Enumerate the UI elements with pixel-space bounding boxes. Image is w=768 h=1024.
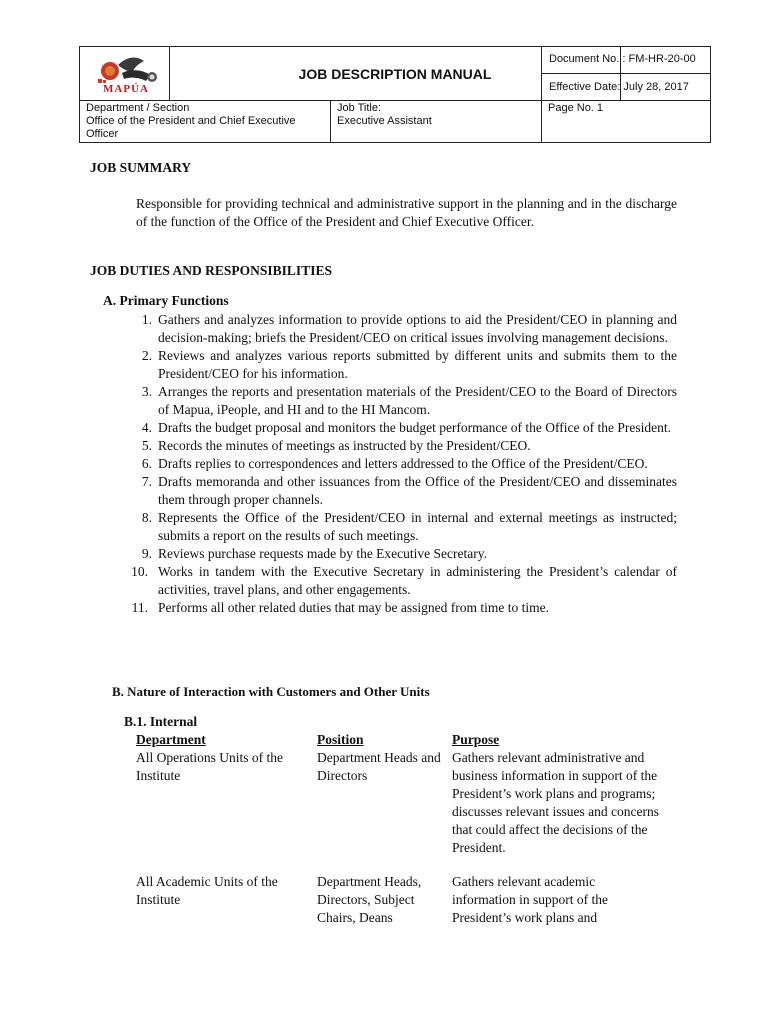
internal-heading: B.1. Internal	[124, 714, 198, 729]
manual-title: JOB DESCRIPTION MANUAL	[169, 46, 621, 101]
department-cell	[79, 100, 331, 143]
document-header	[79, 46, 711, 143]
job-summary-text: Responsible for providing technical and administrative support in the planning and in the discharge of the function of the Office of the President and Chief Executive Officer.	[136, 196, 677, 229]
interaction-heading: B. Nature of Interaction with Customers and Other Units	[112, 684, 430, 699]
document-number: Document No. : FM-HR-20-00	[541, 46, 711, 74]
list-item: 2. Reviews and analyzes various reports submitted by different units and submits them to the President/CEO for his information.	[141, 348, 677, 381]
primary-functions-list	[131, 311, 677, 617]
row-1-purpose: Gathers relevant administrative and business information in support of the President’s work plans and programs; discusses relevant issues and concerns that could affect the decisions of the President.	[452, 750, 659, 855]
list-item: 5. Records the minutes of meetings as instructed by the President/CEO.	[141, 438, 531, 453]
column-header-position: Position	[317, 732, 364, 747]
duties-heading: JOB DUTIES AND RESPONSIBILITIES	[90, 263, 332, 278]
list-item: 4. Drafts the budget proposal and monitors the budget performance of the Office of the President.	[141, 420, 671, 435]
list-item: 11. Performs all other related duties that may be assigned from time to time.	[131, 600, 550, 615]
logo-wordmark: MAPÚA	[103, 83, 149, 95]
list-item: 6. Drafts replies to correspondences and letters addressed to the Office of the President/CEO.	[141, 456, 648, 471]
primary-functions-heading: A. Primary Functions	[103, 293, 229, 308]
row-2-position: Department Heads, Directors, Subject Chairs, Deans	[317, 874, 422, 925]
column-header-department: Department	[136, 732, 206, 747]
list-item: 9. Reviews purchase requests made by the Executive Secretary.	[141, 546, 487, 561]
job-title-label: Job Title:	[337, 102, 382, 114]
logo-cell	[79, 46, 170, 101]
list-item: 3. Arranges the reports and presentation materials of the President/CEO to the Board of Directors of Mapua, iPeople, and HI and to the HI Mancom.	[141, 384, 677, 417]
page-number: Page No. 1	[541, 100, 711, 143]
row-2-purpose: Gathers relevant academic information in support of the President’s work plans and	[452, 874, 608, 925]
row-2-department: All Academic Units of the Institute	[136, 874, 278, 907]
list-item: 7. Drafts memoranda and other issuances from the Office of the President/CEO and disseminates them through proper channels.	[141, 474, 677, 507]
list-item: 8. Represents the Office of the President/CEO in internal and external meetings as instructed; submits a report on the results of such meetings.	[141, 510, 677, 543]
department-label: Department / Section	[86, 102, 190, 114]
job-title-value: Executive Assistant	[337, 115, 432, 127]
column-header-purpose: Purpose	[452, 732, 500, 747]
list-item: 10. Works in tandem with the Executive Secretary in administering the President’s calendar of activities, travel plans, and other engagements.	[131, 564, 677, 597]
effective-date: Effective Date: July 28, 2017	[541, 73, 711, 101]
department-value: Office of the President and Chief Executive Officer	[86, 115, 296, 140]
list-item: 1. Gathers and analyzes information to provide options to aid the President/CEO in planning and decision-making; briefs the President/CEO on critical issues involving management decisions.	[141, 312, 677, 345]
row-1-department: All Operations Units of the Institute	[136, 750, 283, 783]
job-summary-heading: JOB SUMMARY	[90, 160, 192, 175]
row-1-position: Department Heads and Directors	[317, 750, 441, 783]
job-title-cell	[330, 100, 542, 143]
